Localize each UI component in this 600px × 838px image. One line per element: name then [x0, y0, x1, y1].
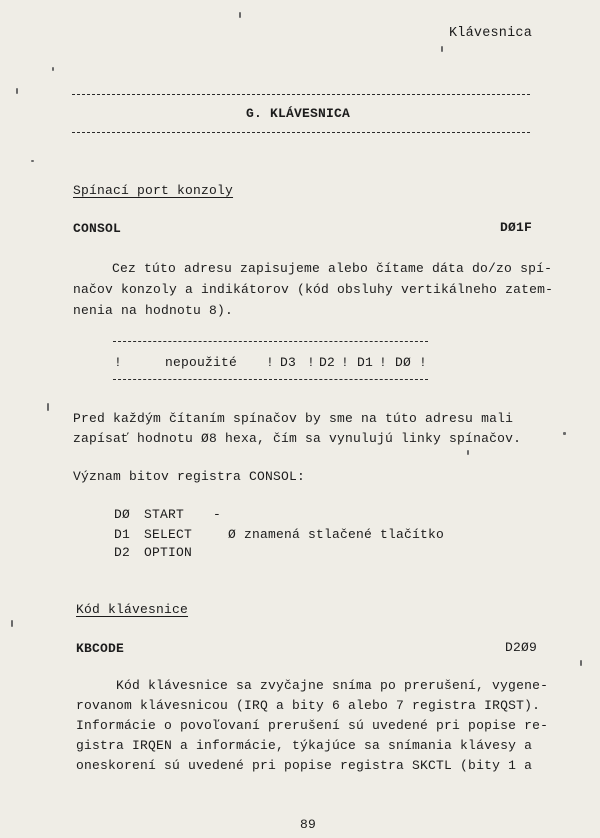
paragraph-line: rovanom klávesnicou (IRQ a bity 6 alebo 7 registra IRQST).: [76, 698, 541, 713]
paragraph-line: oneskorení sú uvedené pri popise registra SKCTL (bity 1 a: [76, 758, 533, 773]
paper-speck: [580, 660, 582, 666]
paper-speck: [563, 432, 566, 435]
bit-table-cell-d1: D1: [357, 355, 374, 370]
register-address: D2Ø9: [505, 640, 538, 655]
bit-list-item-bit: D1: [114, 527, 131, 542]
paper-speck: [11, 620, 13, 627]
paragraph-line: nenia na hodnotu 8).: [73, 303, 234, 318]
bit-table-unused: nepoužité: [165, 355, 238, 370]
running-header: Klávesnica: [449, 26, 533, 41]
bit-table-cell-d0: DØ: [395, 355, 412, 370]
paragraph-line: načov konzoly a indikátorov (kód obsluhy vertikálneho zatem-: [73, 282, 554, 297]
paragraph-line: gistra IRQEN a informácie, týkajúce sa snímania klávesy a: [76, 738, 533, 753]
bit-table-separator: !: [307, 355, 316, 370]
paragraph-line: Informácie o povoľovaní prerušení sú uvedené pri popise re-: [76, 718, 549, 733]
bit-list-item-name: OPTION: [144, 545, 193, 560]
bit-table-rule-top: [113, 341, 428, 342]
bit-list-item-name: SELECT: [144, 527, 193, 542]
bit-table-rule-bottom: [113, 379, 428, 380]
bit-table-cell-d3: D3: [280, 355, 297, 370]
paper-speck: [16, 88, 18, 94]
bits-meaning-label: Význam bitov registra CONSOL:: [73, 469, 306, 484]
bit-list-dash: -: [213, 507, 222, 522]
paragraph-line: zapísať hodnotu Ø8 hexa, čím sa vynulujú linky spínačov.: [73, 431, 522, 446]
page-number: 89: [300, 817, 317, 832]
paper-speck: [52, 67, 54, 71]
register-address: DØ1F: [500, 220, 533, 235]
chapter-rule-top: [72, 94, 530, 95]
paragraph-line: Kód klávesnice sa zvyčajne sníma po prerušení, vygene-: [116, 678, 549, 693]
paper-speck: [47, 403, 49, 411]
register-name: CONSOL: [73, 221, 122, 236]
bit-table-separator: !: [419, 355, 428, 370]
bit-list-item-bit: D2: [114, 545, 131, 560]
bit-list-item-bit: DØ: [114, 507, 131, 522]
register-name: KBCODE: [76, 641, 125, 656]
chapter-rule-bottom: [72, 132, 530, 133]
bits-note: Ø znamená stlačené tlačítko: [228, 527, 445, 542]
bit-list-item-name: START: [144, 507, 185, 522]
section-heading-consol: Spínací port konzoly: [73, 183, 234, 198]
paper-speck: [467, 450, 469, 455]
chapter-title: G. KLÁVESNICA: [246, 106, 351, 121]
bit-table-separator: !: [341, 355, 350, 370]
bit-table-separator: !: [379, 355, 388, 370]
bit-table-separator: !: [114, 355, 123, 370]
bit-table-separator: !: [266, 355, 275, 370]
paragraph-line: Pred každým čítaním spínačov by sme na túto adresu mali: [73, 411, 514, 426]
paragraph-line: Cez túto adresu zapisujeme alebo čítame dáta do/zo spí-: [112, 261, 553, 276]
bit-table-cell-d2: D2: [319, 355, 336, 370]
paper-speck: [441, 46, 443, 52]
paper-speck: [31, 160, 34, 162]
paper-speck: [239, 12, 241, 18]
section-heading-kbcode: Kód klávesnice: [76, 602, 189, 617]
